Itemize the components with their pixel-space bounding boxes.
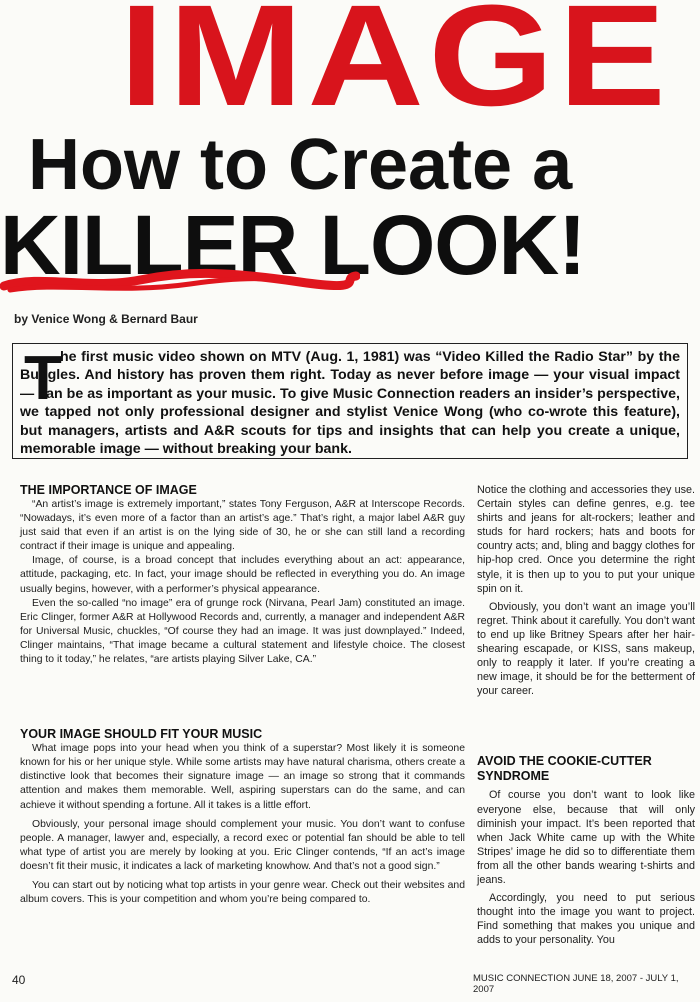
right-column <box>477 483 695 947</box>
byline: by Venice Wong & Bernard Baur <box>14 312 198 326</box>
red-underline-scrawl <box>0 268 360 296</box>
cookie-paragraph-1: Of course you don’t want to look like everyone else, because that will only diminish your impact. It’s been reported that when Jack White came up with the White Stripes’ image he did so to differentiate them from all the other bands wearing t-shirts and jeans. <box>477 789 695 886</box>
section-heading-fit: YOUR IMAGE SHOULD FIT YOUR MUSIC <box>20 727 263 742</box>
fit-paragraph-3: You can start out by noticing what top artists in your genre wear. Check out their websites and album covers. This is your competition and whom you’re being compared to. <box>20 879 465 906</box>
headline-killer-look: KILLER LOOK! <box>0 198 586 292</box>
intro-dropcap: T <box>24 344 62 413</box>
section-heading-cookie-cutter: AVOID THE COOKIE-CUTTER SYNDROME <box>477 754 652 784</box>
right-paragraph-1: Notice the clothing and accessories they use. Certain styles can define genres, e.g. tee shirts and jeans for alt-rockers; leather and studs for hard rockers; hats and boots for country acts; and, bling and baggy clothes for hip-hop cred. Once you determine the right style, it is then up to you to put your unique spin on it. <box>477 484 695 595</box>
headline-image-word: IMAGE <box>119 0 671 136</box>
section-heading-importance: THE IMPORTANCE OF IMAGE <box>20 483 197 497</box>
importance-paragraph-1: “An artist’s image is extremely important,” states Tony Ferguson, A&R at Interscope Records. “Nowadays, it’s even more of a factor than an artist’s age.” That’s right, a major label A&R guy just said that even if an artist is on the lying side of 30, he or she can still land a recording contract if their image is unique and appealing. <box>20 499 465 553</box>
intro-paragraph <box>20 344 680 458</box>
cookie-paragraph-2: Accordingly, you need to put serious thought into the image you want to project. Find something that makes you unique and adds to your personality. You <box>477 892 695 947</box>
fit-paragraph-1: What image pops into your head when you think of a superstar? Most likely it is someone known for his or her unique style. While some artists may have natural charisma, others create a distinctive look that becomes their signature image — an image so strong that it commands attention and makes them memorable. Well, aspiring superstars can do the same, and can achieve it without spending a fortune. All it takes is a little effort. <box>20 743 465 811</box>
page-number: 40 <box>12 973 26 987</box>
issue-footer: MUSIC CONNECTION JUNE 18, 2007 - JULY 1, 2007 <box>473 973 679 995</box>
fit-paragraph-2: Obviously, your personal image should complement your music. You don’t want to confuse people. A manager, lawyer and, especially, a record exec or potential fan should be able to tell what type of artist you are merely by looking at you. Eric Clinger contends, “If an act’s image doesn’t fit their music, it indicates a lack of marketing knowhow. And that’s not a good sign.” <box>20 818 465 872</box>
right-paragraph-2: Obviously, you don’t want an image you’ll regret. Think about it carefully. You don’t want to end up like Britney Spears after her hair-shearing escapade, or KISS, sans makeup, only to reapply it later. If you’re creating a new image, it should be for the betterment of your career. <box>477 600 695 698</box>
importance-paragraph-3: Even the so-called “no image” era of grunge rock (Nirvana, Pearl Jam) constituted an image. Eric Clinger, former A&R at Hollywood Records and, currently, a manager and independent A&R for Universal Music, chuckles, “Of course they had an image. It was just downplayed.” Indeed, Clinger maintains, “That image became a cultural statement and lifestyle choice. The closest thing to it today,” he relates, “are artists playing Silver Lake, CA.” <box>20 597 465 666</box>
intro-text: he first music video shown on MTV (Aug. 1, 1981) was “Video Killed the Radio Star” by the Buggles. And history has proven them right. Today as never before image — your visual impact — can be as important as your music. To give Music Connection readers an insider’s perspective, we tapped not only professional designer and stylist Venice Wong (who co-wrote this feature), but managers, artists and A&R scouts for tips and insights that can help you create a unique, memorable image — without breaking your bank. <box>20 349 680 458</box>
left-column <box>20 483 465 907</box>
importance-paragraph-2: Image, of course, is a broad concept that includes everything about an act: appearance, attitude, packaging, etc. In fact, your image should be reflected in everything you do. An image usually begins, however, with a performer’s physical appearance. <box>20 555 465 595</box>
headline-subtitle: How to Create a <box>28 125 573 205</box>
